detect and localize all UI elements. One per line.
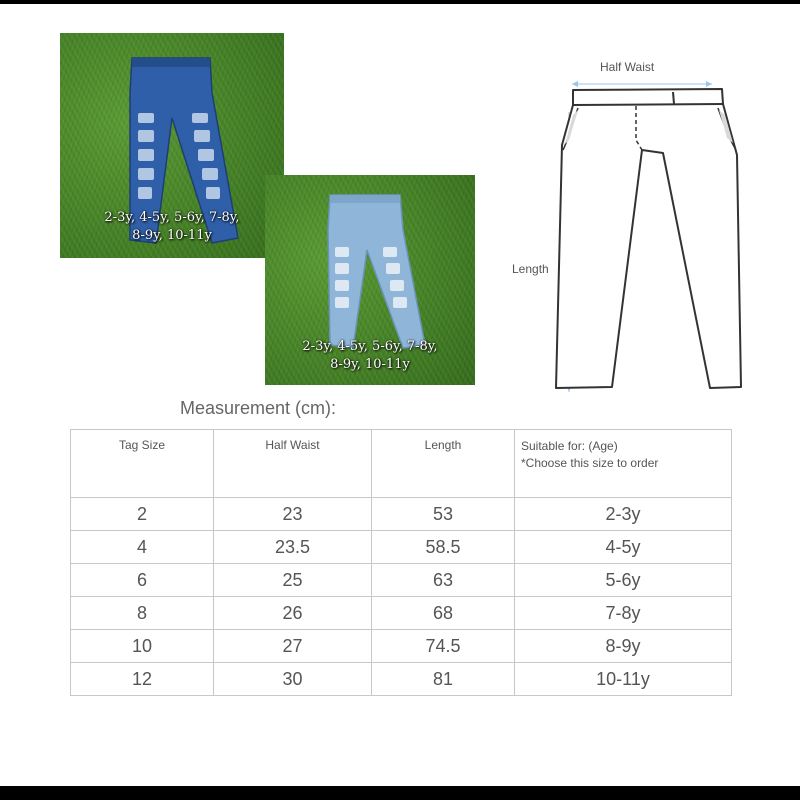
- photo-caption: 2-3y, 4-5y, 5-6y, 7-8y, 8-9y, 10-11y: [104, 210, 240, 243]
- cell-half-waist: 23: [214, 498, 372, 531]
- table-row: [71, 663, 732, 696]
- top-border: [0, 0, 800, 4]
- photo-caption: 2-3y, 4-5y, 5-6y, 7-8y, 8-9y, 10-11y: [302, 339, 438, 372]
- header-half-waist: Half Waist: [214, 430, 372, 498]
- light-jeans-photo: [265, 175, 475, 385]
- cell-length: 68: [372, 597, 515, 630]
- size-chart-table: [70, 429, 732, 696]
- bottom-border: [0, 786, 800, 800]
- cell-tag-size: 2: [71, 498, 214, 531]
- cell-age: 7-8y: [515, 597, 732, 630]
- pants-diagram: [500, 50, 760, 400]
- cell-tag-size: 12: [71, 663, 214, 696]
- half-waist-arrow: [572, 81, 712, 87]
- dark-jeans-photo: [60, 33, 284, 258]
- cell-half-waist: 26: [214, 597, 372, 630]
- cell-age: 5-6y: [515, 564, 732, 597]
- cell-age: 2-3y: [515, 498, 732, 531]
- cell-age: 8-9y: [515, 630, 732, 663]
- table-row: [71, 531, 732, 564]
- cell-tag-size: 10: [71, 630, 214, 663]
- cell-length: 53: [372, 498, 515, 531]
- table-row: [71, 597, 732, 630]
- cell-half-waist: 25: [214, 564, 372, 597]
- table-row: [71, 564, 732, 597]
- header-tag-size: Tag Size: [71, 430, 214, 498]
- cell-tag-size: 6: [71, 564, 214, 597]
- cell-length: 63: [372, 564, 515, 597]
- cell-age: 10-11y: [515, 663, 732, 696]
- cell-half-waist: 30: [214, 663, 372, 696]
- cell-age: 4-5y: [515, 531, 732, 564]
- header-length: Length: [372, 430, 515, 498]
- jeans-shape: [328, 195, 425, 348]
- length-label: Length: [512, 262, 549, 276]
- cell-tag-size: 4: [71, 531, 214, 564]
- cell-length: 74.5: [372, 630, 515, 663]
- header-age: Suitable for: (Age) *Choose this size to order: [515, 430, 732, 498]
- cell-half-waist: 23.5: [214, 531, 372, 564]
- half-waist-label: Half Waist: [600, 60, 655, 74]
- measurement-heading: Measurement (cm):: [180, 398, 337, 418]
- table-row: [71, 498, 732, 531]
- cell-length: 81: [372, 663, 515, 696]
- cell-half-waist: 27: [214, 630, 372, 663]
- pants-outline: [556, 89, 741, 388]
- table-header-row: [71, 430, 732, 498]
- table-row: [71, 630, 732, 663]
- cell-length: 58.5: [372, 531, 515, 564]
- cell-tag-size: 8: [71, 597, 214, 630]
